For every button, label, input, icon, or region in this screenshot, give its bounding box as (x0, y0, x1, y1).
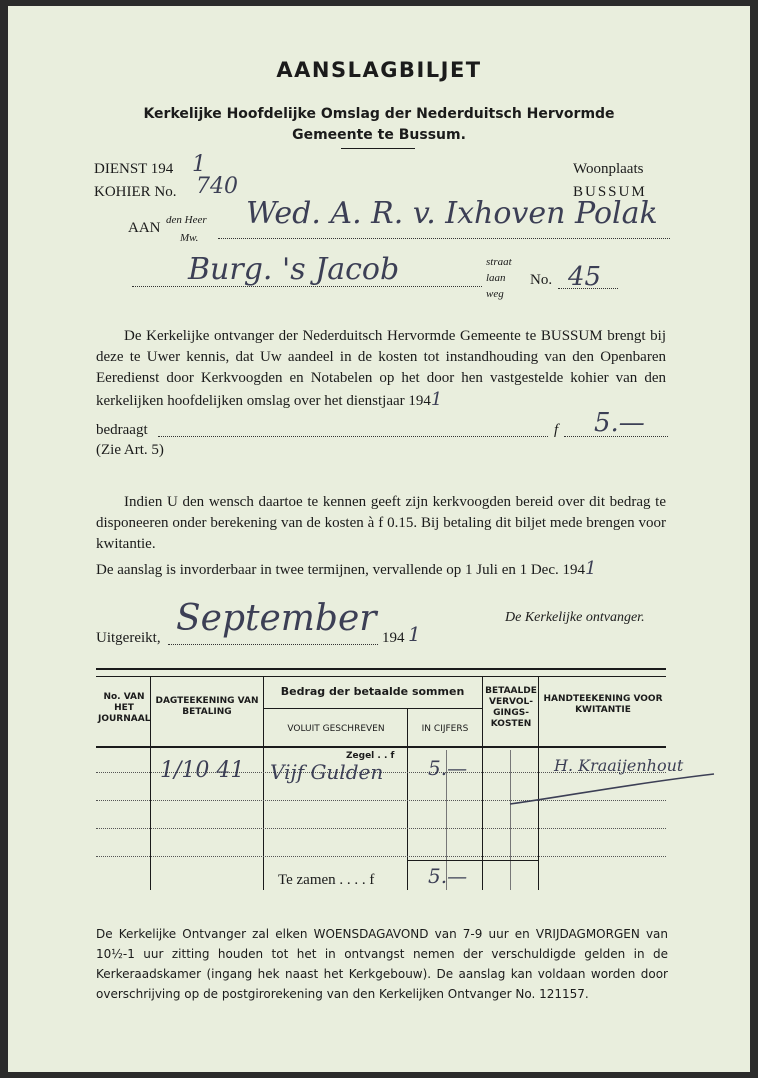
uitgereikt-dotted-line (168, 644, 378, 645)
office-hours-note: De Kerkelijke Ontvanger zal elken WOENSDAGAVOND van 7-9 uur en VRIJDAGMORGEN van 10½-1 uur zitting houden tot het in ontvangst nemen der verschuldigde gelden in de Kerkeraadskamer (ingang hek naast het Kerkgebouw). De aanslag kan voldaan worden door overschrijving op de postgirorekening van den Kerkelijken Ontvanger No. 121157. (96, 927, 668, 1001)
bedraagt-label: bedraagt (96, 422, 148, 438)
woonplaats-value: BUSSUM (573, 184, 647, 200)
dienst-handwritten: 1 (192, 152, 206, 177)
header-bedrag: Bedrag der betaalde sommen (280, 685, 465, 698)
receipt-signature: H. Kraaijenhout (554, 756, 684, 775)
assessment-form-page (8, 6, 750, 1072)
currency-symbol: f (554, 422, 559, 438)
kohier-handwritten: 740 (196, 174, 238, 199)
zie-art-note: (Zie Art. 5) (96, 442, 164, 458)
uitgereikt-year-handwritten: 1 (408, 622, 421, 646)
mw-label: Mw. (180, 232, 199, 244)
payment-voluit-handwritten: Vijf Gulden (270, 760, 384, 784)
amount-handwritten: 5.— (594, 408, 645, 438)
house-no-handwritten: 45 (568, 262, 602, 292)
dienstjaar-handwritten: 1 (430, 389, 443, 410)
due-year-handwritten: 1 (585, 558, 597, 579)
subtitle-line2: Gemeente te Bussum. (292, 127, 466, 143)
header-dagteekening: DAGTEEKENING VAN BETALING (155, 696, 259, 717)
laan-label: laan (486, 272, 506, 284)
woonplaats-label: Woonplaats (573, 161, 644, 177)
subtitle-line1: Kerkelijke Hoofdelijke Omslag der Nederduitsch Hervormde (143, 106, 615, 122)
street-handwritten: Burg. 's Jacob (188, 252, 400, 287)
uitgereikt-handwritten: September (176, 598, 377, 639)
den-heer-label: den Heer (166, 214, 207, 226)
house-no-label: No. (530, 272, 553, 288)
ontvanger-label: De Kerkelijke ontvanger. (505, 610, 645, 625)
uitgereikt-year: 194 (382, 630, 405, 646)
page-title: AANSLAGBILJET (276, 58, 482, 82)
total-handwritten: 5.— (428, 864, 468, 888)
header-voluit: VOLUIT GESCHREVEN (287, 724, 385, 734)
name-dotted-line (218, 238, 670, 239)
header-cijfers: IN CIJFERS (421, 724, 469, 734)
signature-stroke (508, 760, 718, 810)
uitgereikt-label: Uitgereikt, (96, 630, 161, 646)
notice-paragraph (96, 326, 666, 412)
weg-label: weg (486, 288, 504, 300)
straat-label: straat (486, 256, 512, 268)
dienst-label: DIENST 194 (94, 161, 174, 177)
header-journaal: No. VAN HET JOURNAAL (98, 692, 151, 724)
header-handteekening: HANDTEEKENING VOOR KWITANTIE (543, 694, 663, 715)
title-underline (341, 148, 415, 149)
aan-label: AAN (128, 220, 161, 236)
disposal-paragraph: Indien U den wensch daartoe te kennen geeft zijn kerkvoogden bereid over dit bedrag te disponeeren onder berekening van de kosten à f 0.15. Bij betaling dit biljet mede brengen voor kwitantie. (96, 494, 666, 552)
kohier-label: KOHIER No. (94, 184, 177, 200)
payment-cijfers-handwritten: 5.— (428, 756, 468, 780)
notice-text: De Kerkelijke ontvanger der Nederduitsch Hervormde Gemeente te BUSSUM brengt bij deze te Uwer kennis, dat Uw aandeel in de kosten tot instandhouding van den Openbaren Eeredienst door Kerkvoogden en Notabelen op het door hen vastgestelde kohier van den kerkelijken hoofdelijken omslag over het dienstjaar 194 (96, 328, 666, 409)
te-zamen-label: Te zamen . . . . f (278, 872, 375, 888)
payment-date-handwritten: 1/10 41 (160, 758, 245, 783)
header-vervolgingskosten: BETAALDE VERVOL- GINGS- KOSTEN (485, 686, 537, 729)
due-terms-text: De aanslag is invorderbaar in twee termijnen, vervallende op 1 Juli en 1 Dec. 194 (96, 562, 586, 578)
zegel-label: Zegel . . f (346, 751, 395, 761)
name-handwritten: Wed. A. R. v. Ixhoven Polak (246, 196, 658, 231)
due-terms-paragraph (96, 558, 666, 581)
bedraagt-dotted-line (158, 436, 548, 437)
